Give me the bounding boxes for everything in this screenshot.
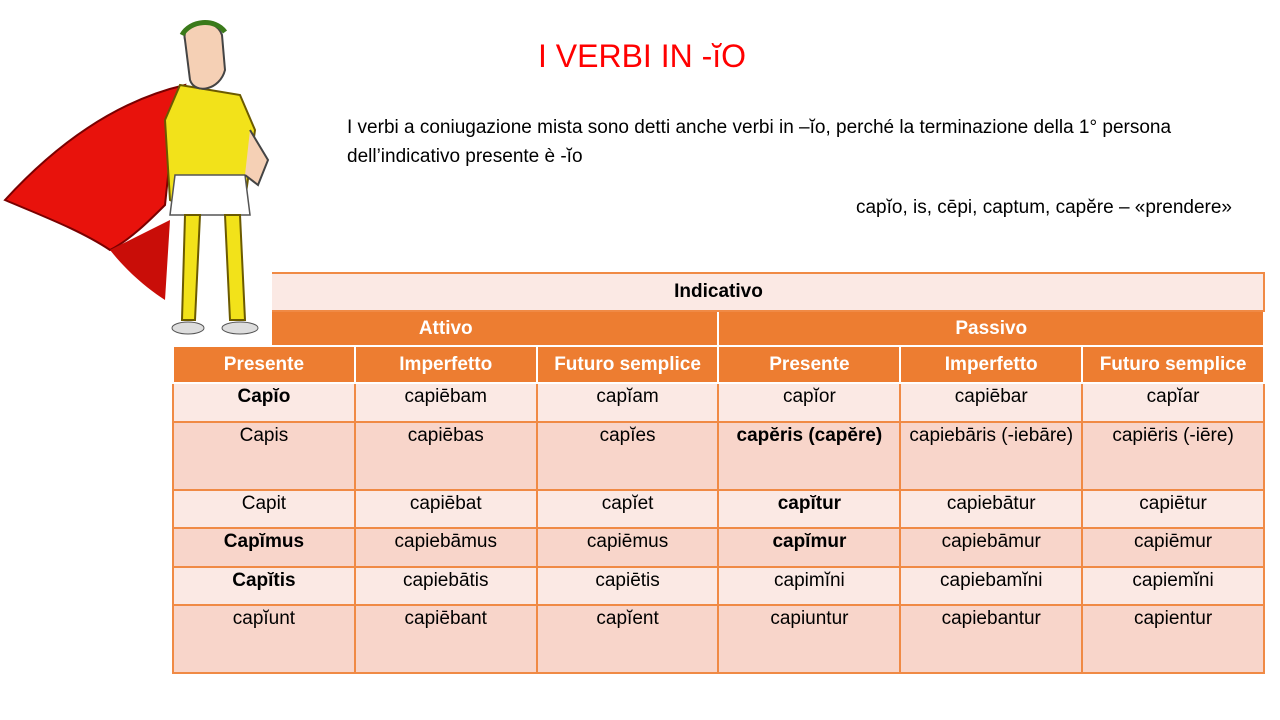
table-row bbox=[173, 383, 1264, 422]
table-cell: capiemĭni bbox=[1082, 567, 1264, 605]
table-cell: capiēbar bbox=[900, 383, 1082, 422]
table-cell: capiēbas bbox=[355, 422, 537, 490]
voice-header-passive: Passivo bbox=[718, 311, 1264, 346]
table-cell: capiēmus bbox=[537, 528, 719, 567]
table-cell: capiētis bbox=[537, 567, 719, 605]
roman-emperor-illustration bbox=[0, 0, 272, 345]
mood-header: Indicativo bbox=[173, 273, 1264, 311]
slide-title: I VERBI IN -ĭO bbox=[537, 38, 747, 74]
table-cell: capiebāris (-iebāre) bbox=[900, 422, 1082, 490]
table-cell: capiēmur bbox=[1082, 528, 1264, 567]
table-cell: Capĭo bbox=[173, 383, 355, 422]
table-row bbox=[173, 605, 1264, 673]
verb-principal-parts: capĭo, is, cēpi, captum, capĕre – «prendere» bbox=[855, 197, 1232, 218]
table-cell: Capĭmus bbox=[173, 528, 355, 567]
table-cell: capĭor bbox=[718, 383, 900, 422]
table-cell: capiebāmus bbox=[355, 528, 537, 567]
table-cell: capiēbat bbox=[355, 490, 537, 528]
tense-header: Presente bbox=[718, 346, 900, 383]
table-cell: capiebamĭni bbox=[900, 567, 1082, 605]
table-cell: capiebātur bbox=[900, 490, 1082, 528]
table-row bbox=[173, 422, 1264, 490]
table-cell: capĭtur bbox=[718, 490, 900, 528]
table-cell: capiebantur bbox=[900, 605, 1082, 673]
table-cell: capiēbant bbox=[355, 605, 537, 673]
conjugation-table bbox=[172, 272, 1265, 674]
table-cell: capĭunt bbox=[173, 605, 355, 673]
tense-header: Imperfetto bbox=[355, 346, 537, 383]
intro-text: I verbi a coniugazione mista sono detti anche verbi in –ĭo, perché la terminazione della 1° persona dell’indicativo presente è -ĭo bbox=[347, 117, 1172, 167]
table-cell: Capĭtis bbox=[173, 567, 355, 605]
table-row bbox=[173, 567, 1264, 605]
table-cell: capiebātis bbox=[355, 567, 537, 605]
table-row bbox=[173, 490, 1264, 528]
tense-header: Imperfetto bbox=[900, 346, 1082, 383]
table-cell: capiēris (-iēre) bbox=[1082, 422, 1264, 490]
table-cell: capiebāmur bbox=[900, 528, 1082, 567]
table-cell: capiētur bbox=[1082, 490, 1264, 528]
voice-header-active: Attivo bbox=[173, 311, 718, 346]
table-cell: capĭet bbox=[537, 490, 719, 528]
table-cell: capiuntur bbox=[718, 605, 900, 673]
table-cell: capiēbam bbox=[355, 383, 537, 422]
table-cell: capĭam bbox=[537, 383, 719, 422]
tense-header: Presente bbox=[173, 346, 355, 383]
table-cell: capientur bbox=[1082, 605, 1264, 673]
table-cell: capĭmur bbox=[718, 528, 900, 567]
table-cell: Capis bbox=[173, 422, 355, 490]
table-cell: capimĭni bbox=[718, 567, 900, 605]
table-cell: capĭes bbox=[537, 422, 719, 490]
table-cell: capĭar bbox=[1082, 383, 1264, 422]
table-cell: capĕris (capĕre) bbox=[718, 422, 900, 490]
table-cell: Capit bbox=[173, 490, 355, 528]
table-cell: capĭent bbox=[537, 605, 719, 673]
tense-header: Futuro semplice bbox=[1082, 346, 1264, 383]
table-row bbox=[173, 528, 1264, 567]
tense-header: Futuro semplice bbox=[537, 346, 719, 383]
